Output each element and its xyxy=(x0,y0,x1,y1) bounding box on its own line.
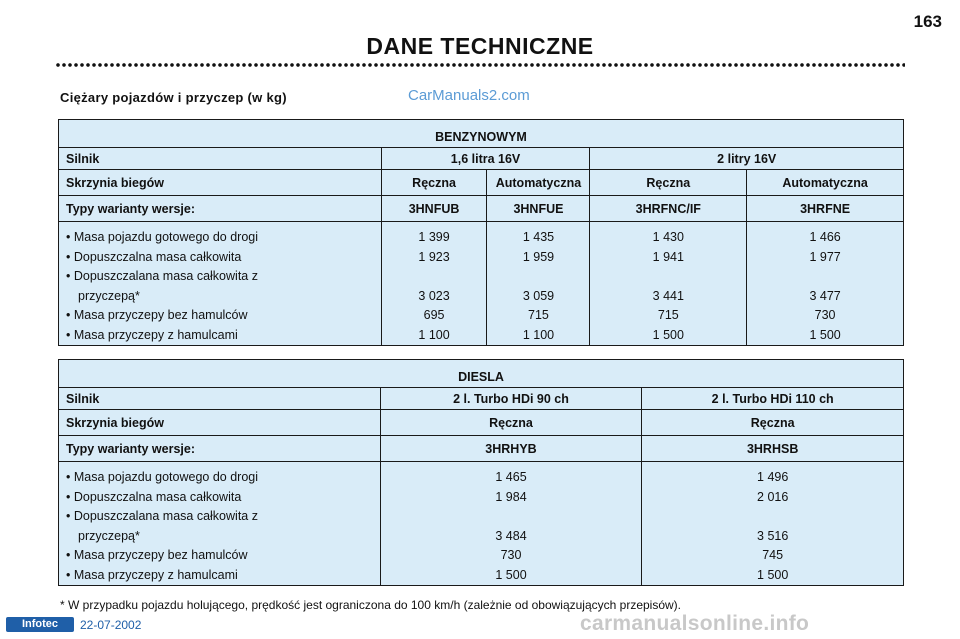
value-cell: 1 100 xyxy=(418,327,450,342)
row-label: przyczepą* xyxy=(78,288,140,303)
gearbox-label: Skrzynia biegów xyxy=(59,410,381,436)
value-cell: 3 441 xyxy=(652,288,684,303)
types-label: Typy warianty wersje: xyxy=(59,196,382,222)
row-label: • Masa przyczepy bez hamulców xyxy=(66,548,248,562)
page-number: 163 xyxy=(913,12,942,31)
document-date: 22-07-2002 xyxy=(80,618,142,632)
value-column xyxy=(747,222,904,346)
dotted-divider xyxy=(55,62,905,68)
value-cell: 1 500 xyxy=(652,327,684,342)
watermark-text: carmanualsonline.info xyxy=(580,612,810,635)
gearbox-cell: Automatyczna xyxy=(747,170,904,196)
types-label: Typy warianty wersje: xyxy=(59,436,381,462)
diesel-weights-table xyxy=(58,359,904,586)
value-column xyxy=(642,462,904,586)
gearbox-cell: Ręczna xyxy=(590,170,747,196)
engine-cell: 2 l. Turbo HDi 110 ch xyxy=(642,388,904,410)
gearbox-cell: Ręczna xyxy=(380,410,642,436)
value-cell: 1 496 xyxy=(757,470,789,484)
watermark-link[interactable]: CarManuals2.com xyxy=(408,87,530,104)
value-cell: 1 977 xyxy=(809,249,841,264)
category-header: BENZYNOWYM xyxy=(59,120,904,148)
value-column xyxy=(381,222,487,346)
value-cell: 2 016 xyxy=(757,489,789,504)
row-labels xyxy=(59,462,381,586)
row-label: • Dopuszczalna masa całkowita xyxy=(66,249,242,264)
value-cell: 1 959 xyxy=(522,249,555,264)
value-cell: 1 500 xyxy=(495,567,527,582)
value-cell: 715 xyxy=(657,308,679,322)
value-cell: 3 477 xyxy=(809,288,841,303)
value-cell: 3 059 xyxy=(522,288,555,303)
value-column xyxy=(380,462,642,586)
type-cell: 3HNFUE xyxy=(487,196,590,222)
engine-cell: 2 litry 16V xyxy=(590,148,904,170)
page-title: DANE TECHNICZNE xyxy=(366,33,594,59)
type-cell: 3HRHSB xyxy=(642,436,904,462)
type-cell: 3HRFNC/IF xyxy=(590,196,747,222)
value-cell: 1 100 xyxy=(522,327,555,342)
value-cell: 1 466 xyxy=(809,230,841,244)
infotec-logo: Infotec xyxy=(6,617,74,632)
value-cell: 1 984 xyxy=(495,489,527,504)
value-cell: 3 484 xyxy=(495,528,527,543)
value-column xyxy=(590,222,747,346)
row-label: • Dopuszczalana masa całkowita z xyxy=(66,269,258,283)
value-cell: 1 500 xyxy=(757,567,789,582)
row-label: • Masa przyczepy z hamulcami xyxy=(66,567,238,582)
row-label: • Dopuszczalna masa całkowita xyxy=(66,489,242,504)
engine-label: Silnik xyxy=(59,148,382,170)
value-cell: 730 xyxy=(500,548,522,562)
value-cell: 730 xyxy=(814,308,836,322)
value-cell: 695 xyxy=(423,308,445,322)
value-cell: 1 923 xyxy=(418,249,450,264)
value-cell: 715 xyxy=(528,308,549,322)
value-cell: 3 023 xyxy=(418,288,450,303)
engine-cell: 2 l. Turbo HDi 90 ch xyxy=(380,388,642,410)
type-cell: 3HRHYB xyxy=(380,436,642,462)
gearbox-cell: Ręczna xyxy=(381,170,487,196)
value-cell: 745 xyxy=(762,548,784,562)
type-cell: 3HRFNE xyxy=(747,196,904,222)
section-subtitle: Ciężary pojazdów i przyczep (w kg) xyxy=(60,90,287,105)
value-cell: 1 430 xyxy=(652,230,684,244)
engine-cell: 1,6 litra 16V xyxy=(381,148,590,170)
type-cell: 3HNFUB xyxy=(381,196,487,222)
value-cell: 1 465 xyxy=(495,470,527,484)
row-label: • Masa przyczepy z hamulcami xyxy=(66,327,238,342)
row-label: • Masa pojazdu gotowego do drogi xyxy=(66,470,259,484)
gearbox-cell: Ręczna xyxy=(642,410,904,436)
category-header: DIESLA xyxy=(59,360,904,388)
row-label: • Masa przyczepy bez hamulców xyxy=(66,308,248,322)
row-label: • Dopuszczalana masa całkowita z xyxy=(66,509,258,523)
row-labels xyxy=(59,222,382,346)
value-cell: 1 941 xyxy=(652,249,684,264)
petrol-weights-table xyxy=(58,119,904,346)
gearbox-label: Skrzynia biegów xyxy=(59,170,382,196)
value-cell: 1 399 xyxy=(418,230,450,244)
gearbox-cell: Automatyczna xyxy=(487,170,590,196)
value-cell: 1 500 xyxy=(809,327,841,342)
row-label: przyczepą* xyxy=(78,528,140,543)
engine-label: Silnik xyxy=(59,388,381,410)
row-label: • Masa pojazdu gotowego do drogi xyxy=(66,230,259,244)
value-cell: 1 435 xyxy=(522,230,555,244)
footnote: * W przypadku pojazdu holującego, prędkość jest ograniczona do 100 km/h (zależnie od obowiązujących przepisów). xyxy=(60,598,682,612)
value-cell: 3 516 xyxy=(757,528,789,543)
value-column xyxy=(487,222,590,346)
